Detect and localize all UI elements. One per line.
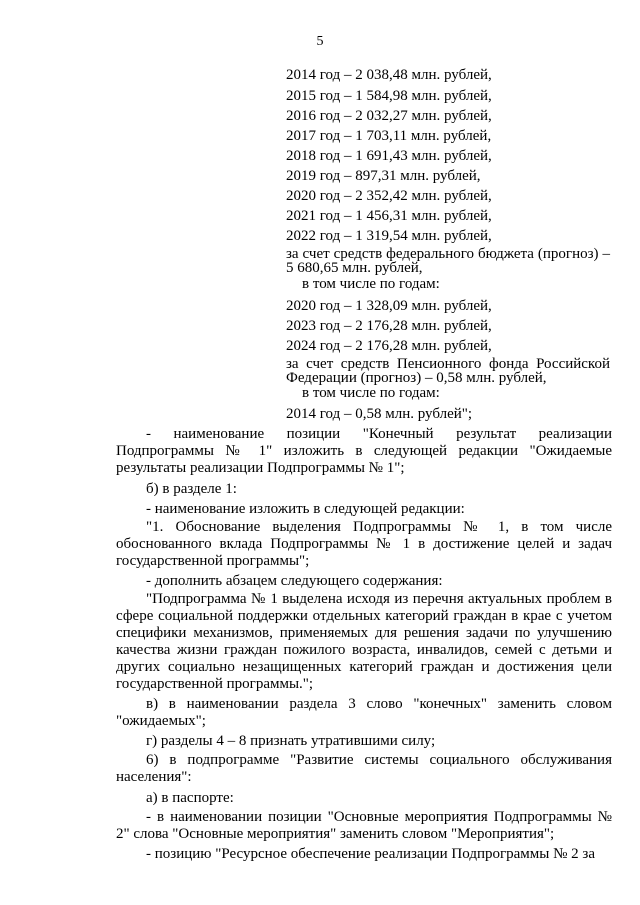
including-years-label: в том числе по годам: xyxy=(302,385,440,401)
federal-budget-text: за счет средств федерального бюджета (прогноз) – 5 680,65 млн. рублей, xyxy=(286,246,610,276)
pension-fund-text: за счет средств Пенсионного фонда Российской Федерации (прогноз) – 0,58 млн. рублей, xyxy=(286,356,610,386)
list-item: 2022 год – 1 319,54 млн. рублей, xyxy=(286,228,492,244)
paragraph: 6) в подпрограмме "Развитие системы социального обслуживания населения": xyxy=(116,752,612,785)
paragraph: - позицию "Ресурсное обеспечение реализации Подпрограммы № 2 за xyxy=(146,846,596,862)
list-item: 2014 год – 2 038,48 млн. рублей, xyxy=(286,67,492,83)
list-item: 2018 год – 1 691,43 млн. рублей, xyxy=(286,148,492,164)
paragraph: - дополнить абзацем следующего содержания: xyxy=(146,573,443,589)
paragraph: - в наименовании позиции "Основные мероприятия Подпрограммы № 2" слова "Основные мероприятия" заменить словом "Мероприятия"; xyxy=(116,809,612,842)
paragraph: - наименование изложить в следующей редакции: xyxy=(146,501,465,517)
paragraph: г) разделы 4 – 8 признать утратившими силу; xyxy=(146,733,436,749)
page-number: 5 xyxy=(316,34,324,49)
paragraph: - наименование позиции "Конечный результат реализации Подпрограммы № 1" изложить в следующей редакции "Ожидаемые результаты реализации Подпрограммы № 1"; xyxy=(116,426,612,476)
paragraph: в) в наименовании раздела 3 слово "конечных" заменить словом "ожидаемых"; xyxy=(116,696,612,729)
list-item: 2020 год – 2 352,42 млн. рублей, xyxy=(286,188,492,204)
paragraph: а) в паспорте: xyxy=(146,790,234,806)
including-years-label: в том числе по годам: xyxy=(302,276,440,292)
paragraph: "Подпрограмма № 1 выделена исходя из перечня актуальных проблем в сфере социальной поддержки отдельных категорий граждан в крае с учетом специфики механизмов, применяемых для решения задачи по улучшению качества жизни граждан пожилого возраста, инвалидов, семей с детьми и других социально незащищенных категорий граждан и достижения цели государственной программы."; xyxy=(116,591,612,692)
list-item: 2021 год – 1 456,31 млн. рублей, xyxy=(286,208,492,224)
list-item: 2015 год – 1 584,98 млн. рублей, xyxy=(286,88,492,104)
list-item: 2016 год – 2 032,27 млн. рублей, xyxy=(286,108,492,124)
list-item: 2023 год – 2 176,28 млн. рублей, xyxy=(286,318,492,334)
list-item: 2020 год – 1 328,09 млн. рублей, xyxy=(286,298,492,314)
paragraph: б) в разделе 1: xyxy=(146,481,237,497)
list-item: 2017 год – 1 703,11 млн. рублей, xyxy=(286,128,492,144)
pension-year-item: 2014 год – 0,58 млн. рублей"; xyxy=(286,406,473,422)
list-item: 2019 год – 897,31 млн. рублей, xyxy=(286,168,481,184)
list-item: 2024 год – 2 176,28 млн. рублей, xyxy=(286,338,492,354)
paragraph: "1. Обоснование выделения Подпрограммы № 1, в том числе обоснованного вклада Подпрограммы № 1 в достижение целей и задач государственной программы"; xyxy=(116,519,612,569)
